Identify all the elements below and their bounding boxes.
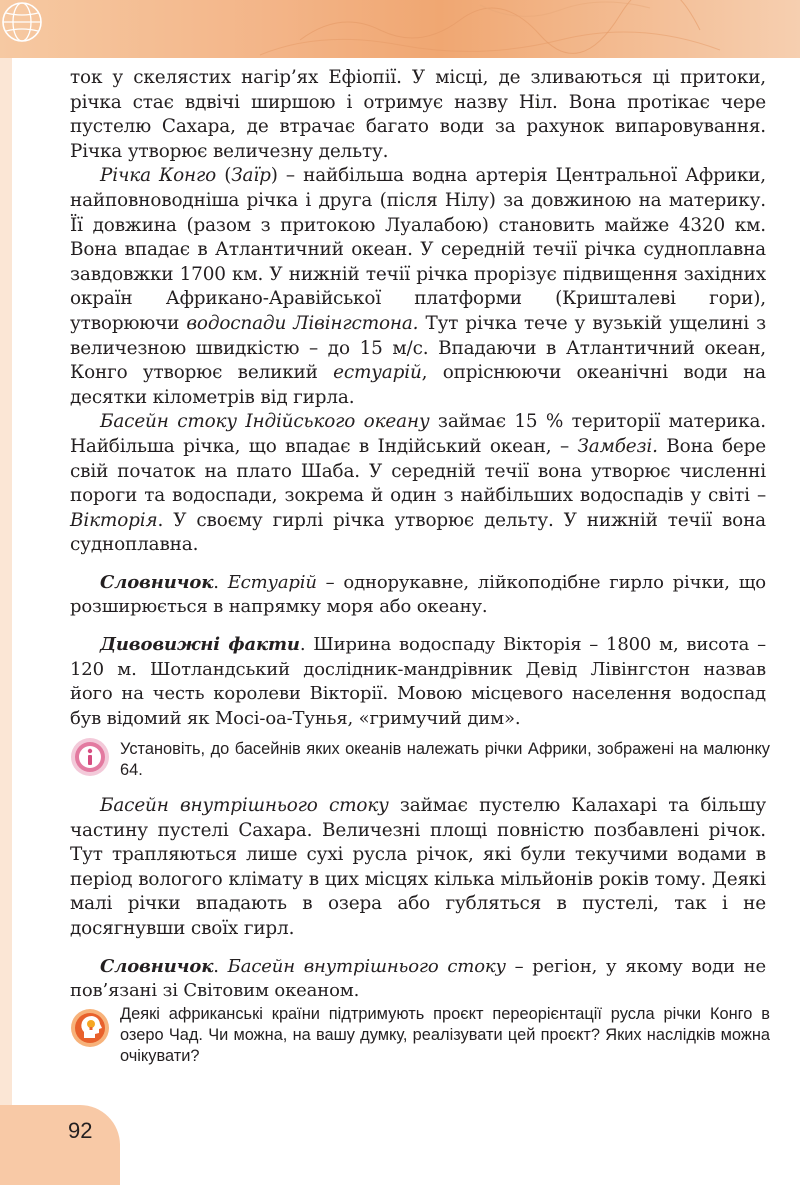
left-margin-band — [0, 58, 12, 1108]
glossary-estuary: Словничок. Естуарій – однорукавне, лійкоподібне гирло річки, що розширюється в напрямку моря або океану. — [70, 571, 766, 618]
paragraph-indian-ocean: Басейн стоку Індійського океану займає 15 % території материка. Найбільша річка, що впадає в Індійський океан, – Замбезі. Вона бере свій початок на плато Шаба. У середній течії вона утворює численні пороги та водоспади, зокрема й один з найбільших водоспадів у світі – Вікторія. У своєму гирлі річка утворює дельту. У нижній течії вона судноплавна. — [70, 411, 766, 556]
main-text — [70, 66, 766, 731]
task-info — [70, 739, 770, 781]
globe-icon — [0, 0, 44, 44]
paragraph-congo: Річка Конго (Заїр) – найбільша водна артерія Центральної Африки, найповноводніша річка і друга (після Нілу) за довжиною на материку. Її довжина (разом з притокою Луалабою) становить майже 4320 км. Вона впадає в Атлантичний океан. У середній течії річка судноплавна завдовжки 1700 км. У нижній течії річка прорізує підвищення західних окраїн Африкано-Аравійської платформи (Кришталеві гори), утворюючи водоспади Лівінгстона. Тут річка тече у вузькій ущелині з величезною швидкістю – до 15 м/с. Впадаючи в Атлантичний океан, Конго утворює великий естуарій, опріснюючи океанічні води на десятки кілометрів від гирла. — [70, 165, 766, 408]
task-think-text: Деякі африканські країни підтримують проєкт переорієнтації русла річки Конго в озеро Чад. Чи можна, на вашу думку, реалізувати цей проєкт? Яких наслідків можна очікувати? — [120, 1005, 770, 1065]
page-number: 92 — [68, 1118, 93, 1143]
info-icon — [70, 737, 110, 777]
main-text-continued — [70, 794, 766, 1004]
glossary-internal-drainage: Словничок. Басейн внутрішнього стоку – регіон, у якому води не пов’язані зі Світовим океаном. — [70, 955, 766, 1002]
task-think — [70, 1004, 770, 1067]
paragraph-internal-drainage: Басейн внутрішнього стоку займає пустелю Калахарі та більшу частину пустелі Сахара. Величезні площі повністю позбавлені річок. Тут трапляються лише сухі русла річок, які були текучими водами в період вологого клімату в цих місцях кілька мільйонів років тому. Деякі малі річки впадають в озера або губляться в пустелі, так і не досягнувши своїх гирл. — [70, 795, 766, 939]
paragraph-nile: ток у скелястих нагір’ях Ефіопії. У місці, де зливаються ці притоки, річка стає вдвічі ширшою і отримує назву Ніл. Вона протікає чере пустелю Сахара, де втрачає багато води за рахунок випаровування. Річка утворює величезну дельту. — [70, 67, 766, 162]
idea-head-icon — [70, 1008, 110, 1048]
header-map-pattern — [0, 0, 800, 58]
header-band — [0, 0, 800, 58]
page-number-tab — [0, 1105, 120, 1185]
amazing-facts: Дивовижні факти. Ширина водоспаду Вікторія – 1800 м, висота – 120 м. Шотландський дослідник-мандрівник Девід Лівінгстон назвав його на честь королеви Вікторії. Мовою місцевого населення водоспад був відомий як Мосі-оа-Тунья, «гримучий дим». — [70, 634, 766, 729]
task-info-text: Установіть, до басейнів яких океанів належать річки Африки, зображені на малюнку 64. — [120, 740, 770, 779]
